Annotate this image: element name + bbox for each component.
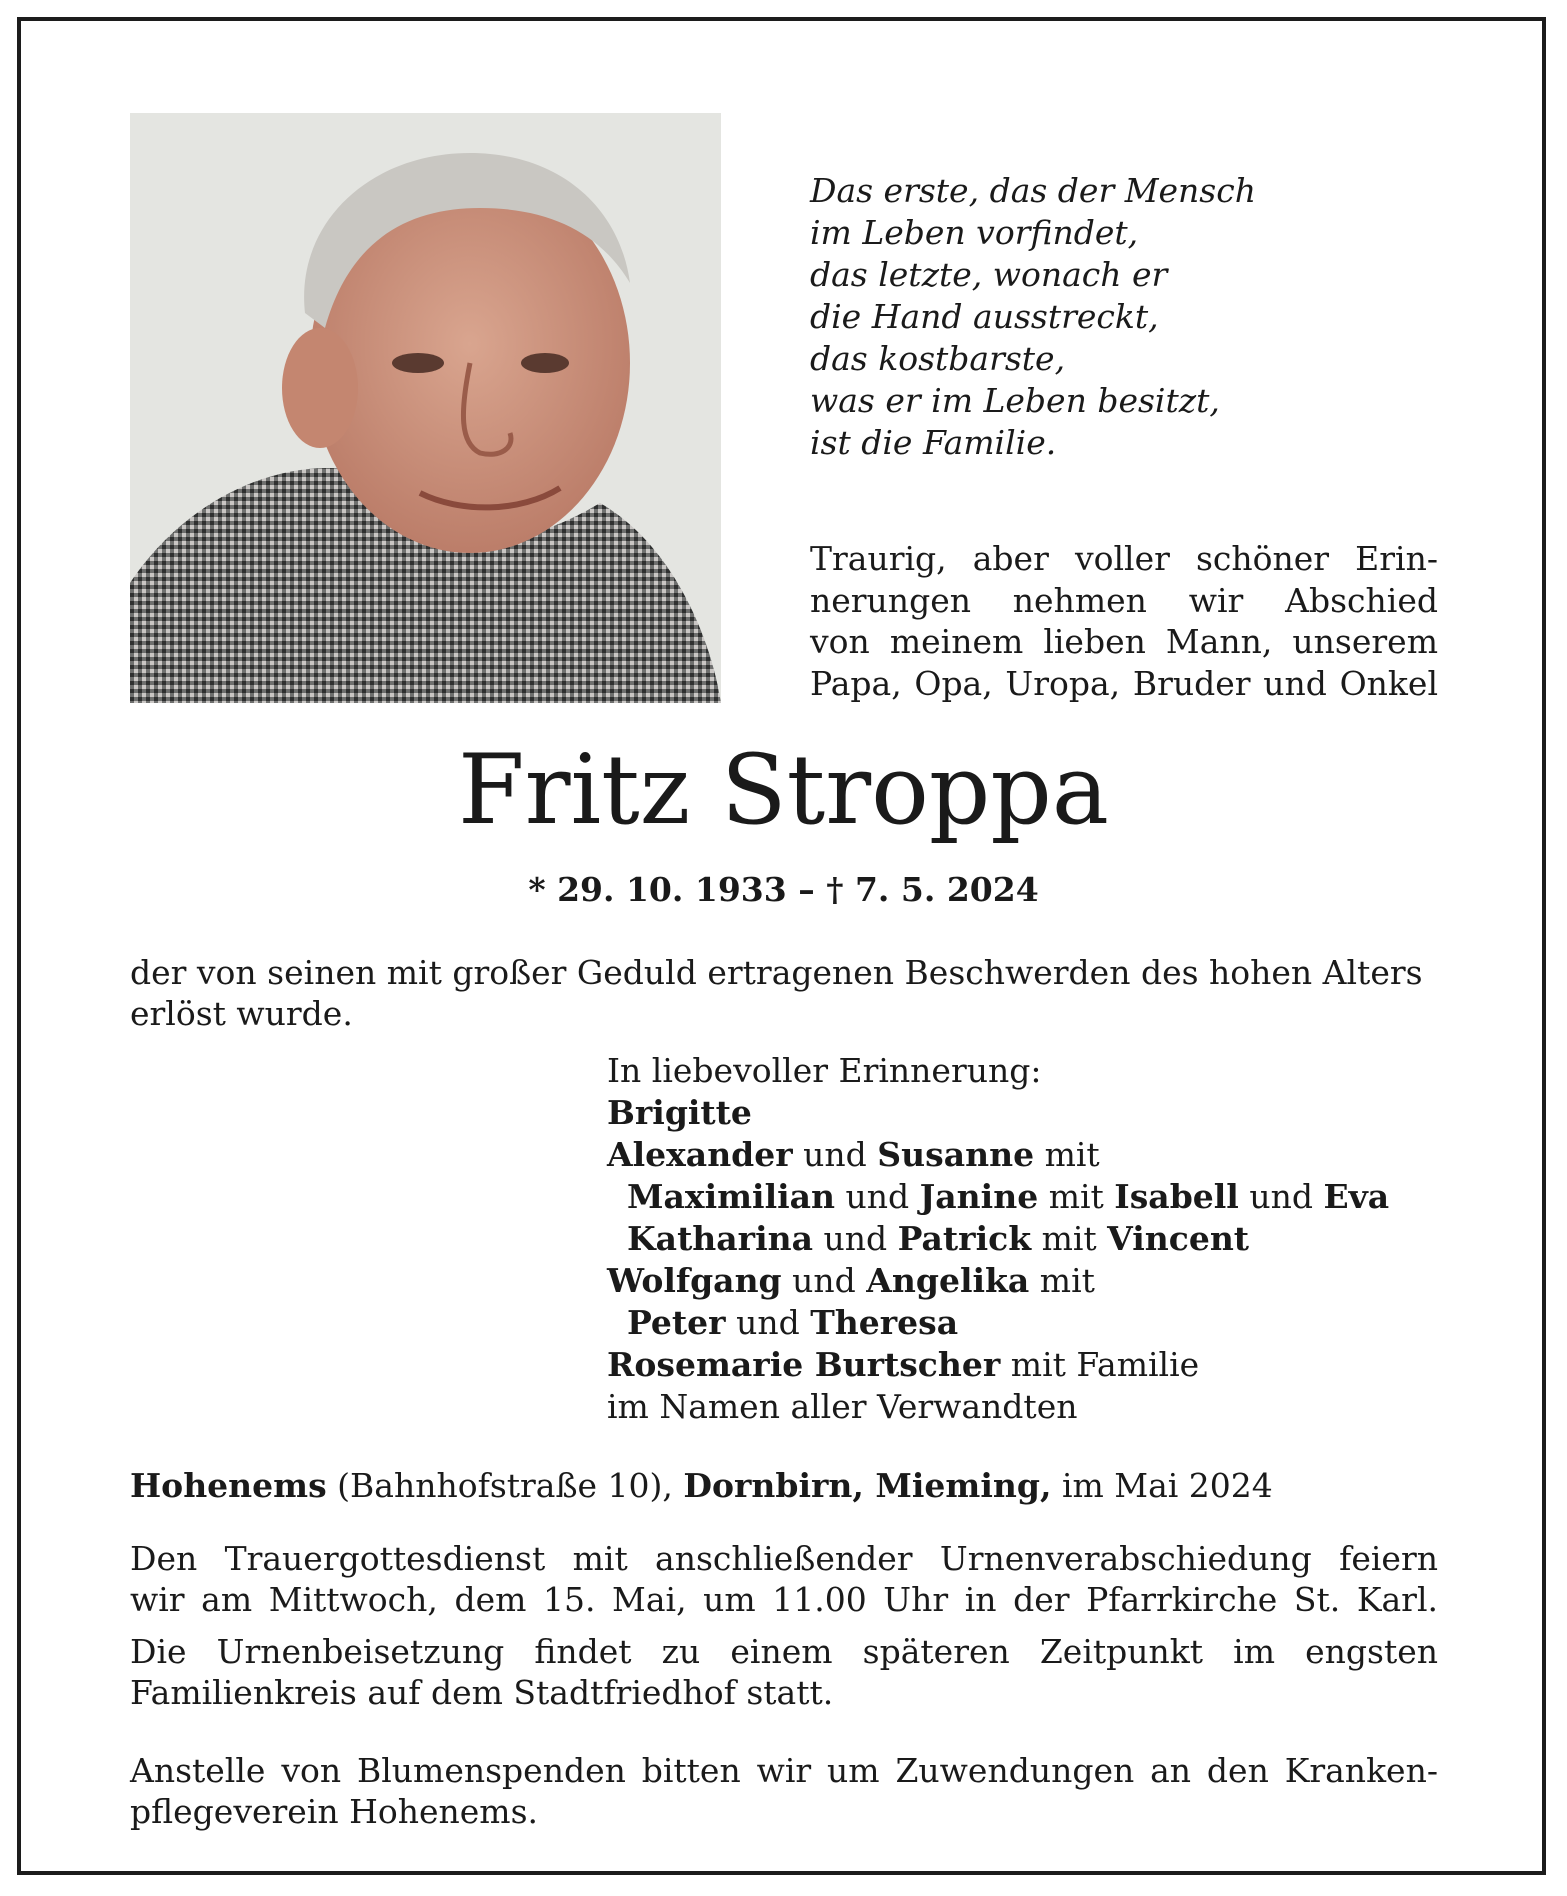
place-and-date: Hohenems (Bahnhofstraße 10), Dornbirn, Mieming, im Mai 2024 (130, 1466, 1273, 1505)
intro-line: Papa, Opa, Uropa, Bruder und Onkel (810, 663, 1438, 703)
family-list (607, 1050, 1389, 1428)
portrait-photo (130, 113, 721, 703)
intro-line: nerungen nehmen wir Abschied (810, 580, 1438, 620)
intro-line: Traurig, aber voller schöner Erin- (810, 539, 1438, 578)
family-line: Brigitte (607, 1093, 752, 1132)
intro-text (810, 538, 1438, 704)
family-line: im Namen aller Verwandten (607, 1387, 1078, 1426)
family-line: Katharina und Patrick mit Vincent (627, 1219, 1250, 1258)
family-line: Maximilian und Janine mit Isabell und Eva (627, 1177, 1390, 1216)
family-line: Rosemarie Burtscher mit Familie (607, 1345, 1200, 1384)
donation-info: Anstelle von Blumenspenden bitten wir um Zuwendungen an den Kranken- pflegeverein Hohenems. (130, 1751, 1438, 1831)
family-line: Peter und Theresa (627, 1303, 959, 1342)
family-line: Alexander und Susanne mit (607, 1135, 1100, 1174)
intro-line: von meinem lieben Mann, unserem (810, 622, 1438, 661)
relief-text: der von seinen mit großer Geduld ertragenen Beschwerden des hohen Alters erlöst wurde. (130, 953, 1423, 1033)
burial-info: Die Urnenbeisetzung findet zu einem späteren Zeitpunkt im engsten Familienkreis auf dem Stadtfriedhof statt. (130, 1632, 1438, 1712)
quote: Das erste, das der Mensch im Leben vorfindet, das letzte, wonach er die Hand ausstreckt, das kostbarste, was er im Leben besitzt, ist die Familie. (810, 171, 1256, 462)
family-line: Wolfgang und Angelika mit (607, 1261, 1095, 1300)
deceased-name: Fritz Stroppa (457, 734, 1110, 846)
family-heading: In liebevoller Erinnerung: (607, 1051, 1042, 1090)
service-info: Den Trauergottesdienst mit anschließender Urnenverabschiedung feiern wir am Mittwoch, dem 15. Mai, um 11.00 Uhr in der Pfarrkirche St. Karl. (130, 1539, 1438, 1619)
life-dates: * 29. 10. 1933 – † 7. 5. 2024 (528, 870, 1039, 909)
